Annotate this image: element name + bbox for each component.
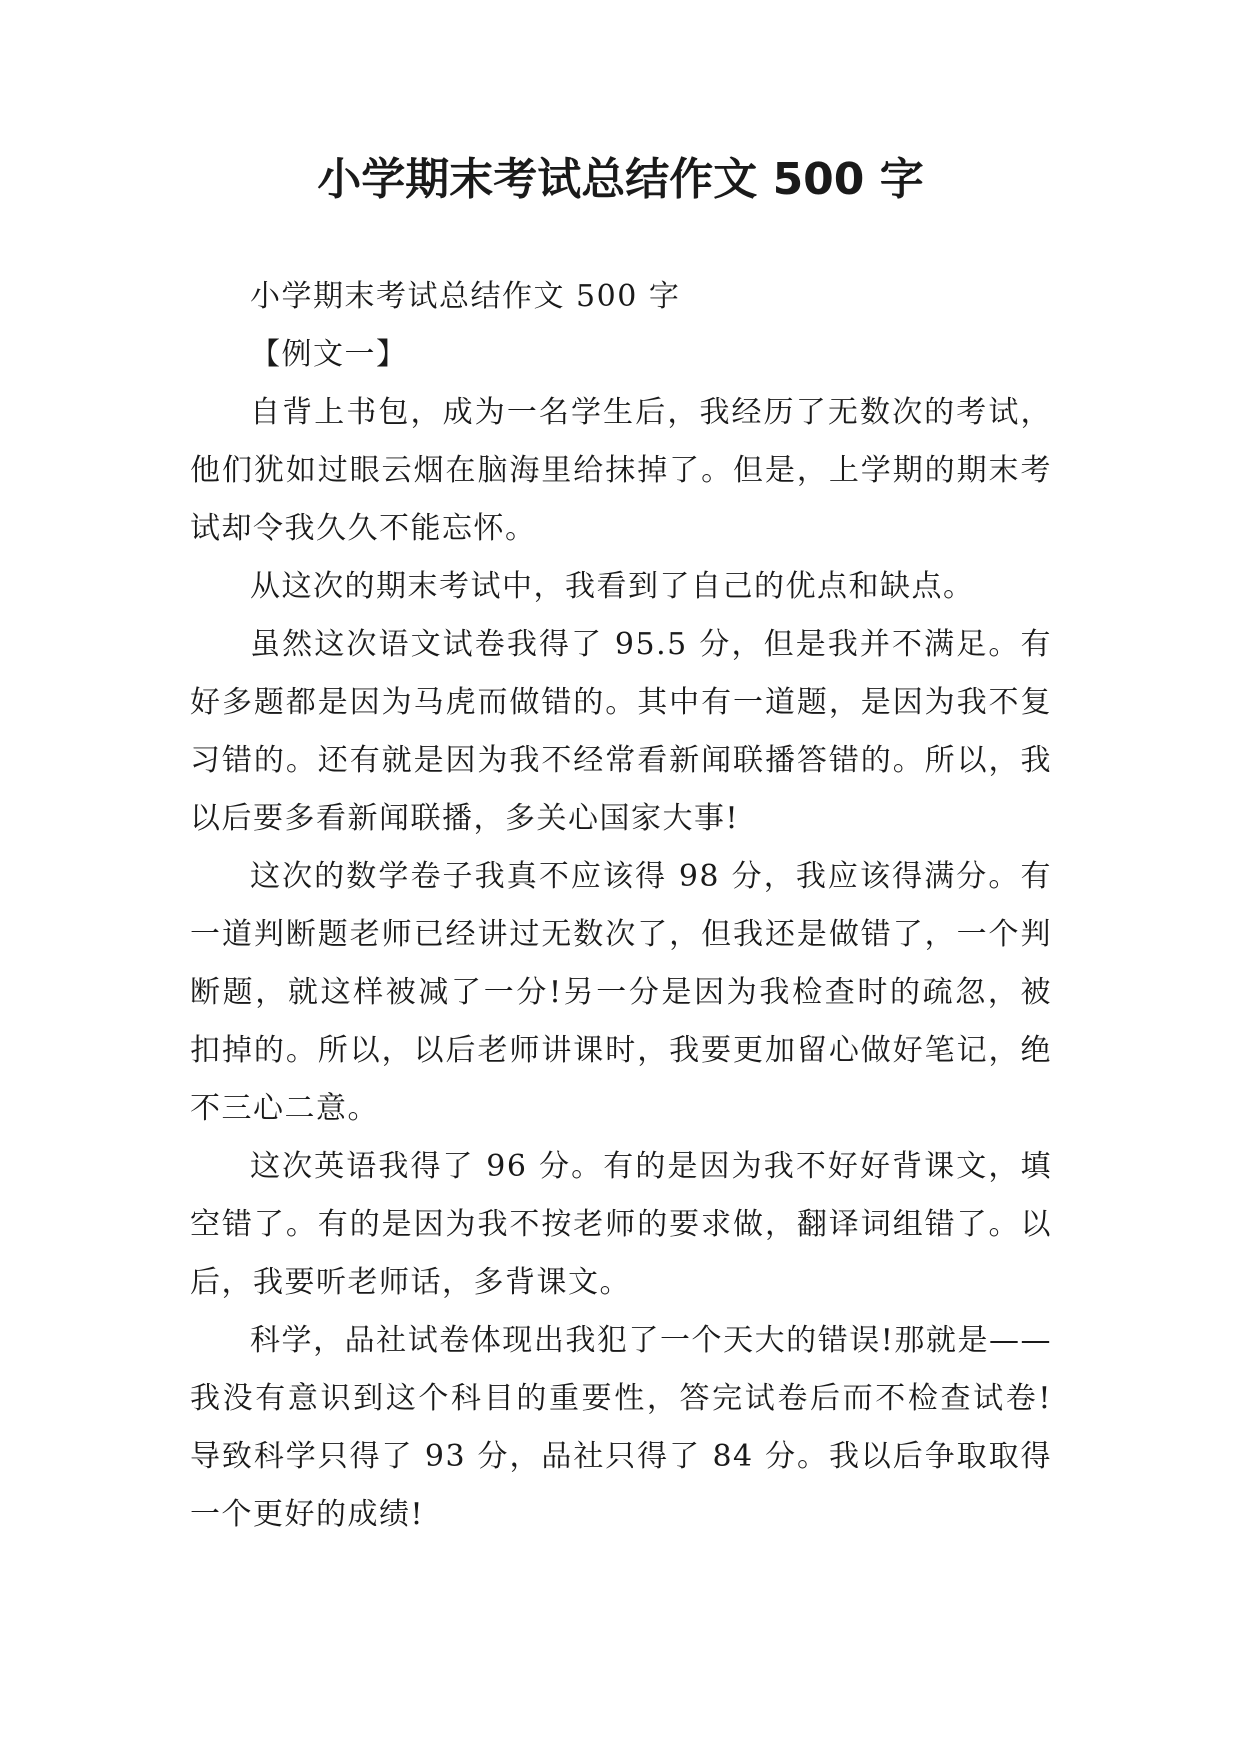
- body-paragraph: 科学，品社试卷体现出我犯了一个天大的错误!那就是——我没有意识到这个科目的重要性，答完试卷后而不检查试卷!导致科学只得了 93 分，品社只得了 84 分。我以后争取取得一个更好的成绩!: [190, 1323, 1052, 1532]
- document-body: [190, 268, 1052, 1544]
- example-label-paragraph: 【例文一】: [250, 337, 408, 372]
- body-paragraph: 自背上书包，成为一名学生后，我经历了无数次的考试，他们犹如过眼云烟在脑海里给抹掉了。但是，上学期的期末考试却令我久久不能忘怀。: [190, 395, 1052, 546]
- body-paragraph: 这次英语我得了 96 分。有的是因为我不好好背课文，填空错了。有的是因为我不按老师的要求做，翻译词组错了。以后，我要听老师话，多背课文。: [190, 1149, 1052, 1300]
- document-title: 小学期末考试总结作文 500 字: [317, 154, 924, 205]
- subtitle-paragraph: 小学期末考试总结作文 500 字: [250, 279, 681, 314]
- body-paragraph: 虽然这次语文试卷我得了 95.5 分，但是我并不满足。有好多题都是因为马虎而做错的。其中有一道题，是因为我不复习错的。还有就是因为我不经常看新闻联播答错的。所以，我以后要多看新闻联播，多关心国家大事!: [190, 627, 1052, 836]
- body-paragraph: 从这次的期末考试中，我看到了自己的优点和缺点。: [250, 569, 975, 604]
- body-paragraph: 这次的数学卷子我真不应该得 98 分，我应该得满分。有一道判断题老师已经讲过无数次了，但我还是做错了，一个判断题，就这样被减了一分!另一分是因为我检查时的疏忽，被扣掉的。所以，以后老师讲课时，我要更加留心做好笔记，绝不三心二意。: [190, 859, 1052, 1126]
